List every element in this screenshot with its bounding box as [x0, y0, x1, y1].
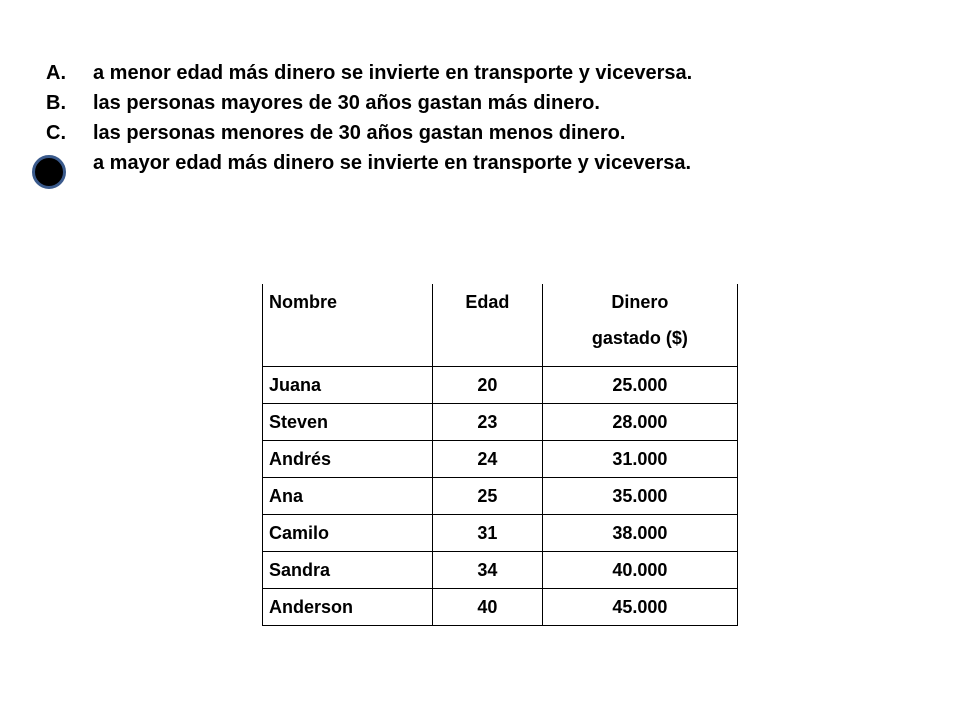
table-row [263, 404, 738, 441]
cell-money: 40.000 [542, 552, 737, 589]
cell-name: Steven [263, 404, 433, 441]
table-row [263, 441, 738, 478]
option-text: a menor edad más dinero se invierte en transporte y viceversa. [93, 62, 693, 84]
cell-name: Camilo [263, 515, 433, 552]
cell-age: 34 [432, 552, 542, 589]
cell-money: 25.000 [542, 367, 737, 404]
header-name: Nombre [263, 284, 433, 367]
option-letter: B. [46, 92, 66, 114]
cell-name: Anderson [263, 589, 433, 626]
selected-answer-marker-icon[interactable] [32, 155, 66, 189]
header-money-line1: Dinero [611, 292, 669, 312]
cell-money: 38.000 [542, 515, 737, 552]
table-row [263, 552, 738, 589]
cell-money: 28.000 [542, 404, 737, 441]
option-text: las personas menores de 30 años gastan menos dinero. [93, 122, 626, 144]
option-letter: A. [46, 62, 66, 84]
table-header-row [263, 284, 738, 367]
header-money-line2: gastado ($) [591, 328, 688, 348]
cell-age: 31 [432, 515, 542, 552]
table-row [263, 478, 738, 515]
option-d[interactable] [46, 148, 846, 178]
data-table [262, 284, 738, 626]
cell-age: 20 [432, 367, 542, 404]
table-row [263, 589, 738, 626]
option-text: las personas mayores de 30 años gastan más dinero. [93, 92, 600, 114]
cell-money: 31.000 [542, 441, 737, 478]
cell-name: Sandra [263, 552, 433, 589]
cell-name: Andrés [263, 441, 433, 478]
option-letter: C. [46, 122, 66, 144]
header-money [542, 284, 737, 367]
table-row [263, 367, 738, 404]
cell-age: 24 [432, 441, 542, 478]
cell-name: Ana [263, 478, 433, 515]
answer-options [46, 58, 846, 178]
cell-age: 23 [432, 404, 542, 441]
cell-age: 25 [432, 478, 542, 515]
option-text: a mayor edad más dinero se invierte en transporte y viceversa. [93, 152, 692, 174]
option-c[interactable] [46, 118, 846, 148]
header-age: Edad [432, 284, 542, 367]
option-b[interactable] [46, 88, 846, 118]
cell-name: Juana [263, 367, 433, 404]
cell-money: 35.000 [542, 478, 737, 515]
cell-age: 40 [432, 589, 542, 626]
cell-money: 45.000 [542, 589, 737, 626]
table-row [263, 515, 738, 552]
option-a[interactable] [46, 58, 846, 88]
